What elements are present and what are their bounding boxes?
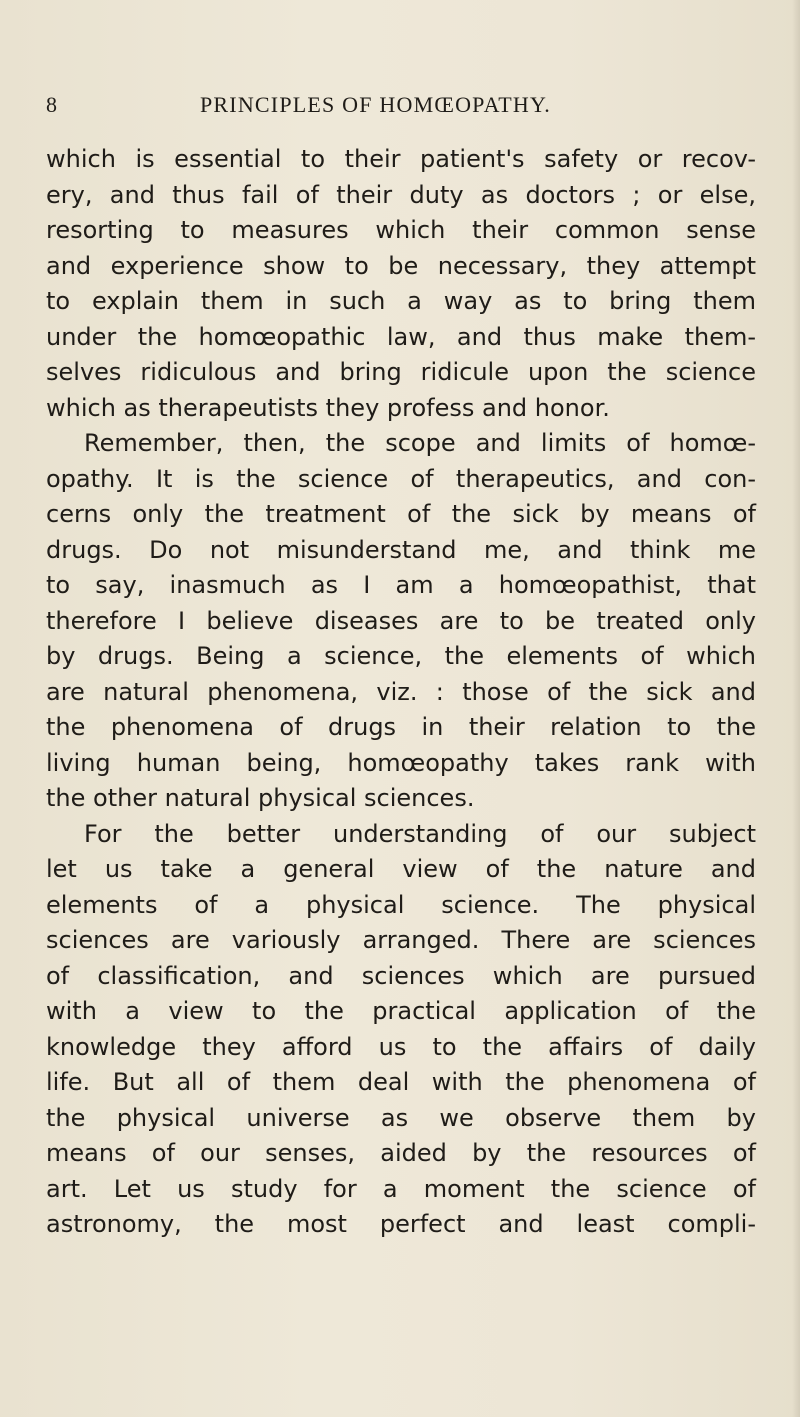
text-line: knowledge they afford us to the affairs of daily — [46, 1032, 756, 1061]
text-line: selves ridiculous and bring ridicule upon the science — [46, 358, 756, 386]
text-line: of classification, and sciences which are pursued — [46, 961, 756, 990]
text-line: therefore I believe diseases are to be treated only — [46, 606, 756, 635]
text-line: life. But all of them deal with the phenomena of — [46, 1068, 756, 1096]
text-line: sciences are variously arranged. There are sciences — [46, 926, 756, 954]
running-title: PRINCIPLES OF HOMŒOPATHY. — [200, 92, 551, 117]
text-line: drugs. Do not misunderstand me, and think me — [46, 535, 756, 564]
text-line: opathy. It is the science of therapeutics, and con- — [46, 464, 756, 493]
text-line: art. Let us study for a moment the science of — [46, 1174, 756, 1203]
text-line: which is essential to their patient's safety or recov- — [46, 145, 756, 173]
text-line: the other natural physical sciences. — [46, 784, 475, 812]
text-line: by drugs. Being a science, the elements of which — [46, 642, 756, 670]
page-number: 8 — [46, 92, 59, 117]
text-line: elements of a physical science. The physical — [46, 890, 756, 919]
text-line: and experience show to be necessary, they attempt — [46, 251, 756, 280]
text-line: the physical universe as we observe them by — [46, 1103, 756, 1132]
text-line: Remember, then, the scope and limits of homœ- — [84, 429, 756, 457]
page-edge-shadow — [792, 0, 800, 1417]
text-line: are natural phenomena, viz. : those of the sick and — [46, 677, 756, 706]
text-line: which as therapeutists they profess and honor. — [46, 393, 610, 422]
text-line: under the homœopathic law, and thus make them- — [46, 322, 756, 351]
text-line: to explain them in such a way as to bring them — [46, 287, 756, 315]
text-line: means of our senses, aided by the resources of — [46, 1139, 756, 1167]
text-line: resorting to measures which their common sense — [46, 216, 756, 244]
page-header — [46, 92, 766, 122]
text-line: the phenomena of drugs in their relation to the — [46, 713, 756, 741]
text-line: living human being, homœopathy takes rank with — [46, 748, 756, 777]
text-line: For the better understanding of our subject — [84, 819, 756, 848]
text-line: astronomy, the most perfect and least compli- — [46, 1210, 756, 1238]
body-text — [46, 142, 756, 1243]
text-line: let us take a general view of the nature and — [46, 855, 756, 883]
text-line: to say, inasmuch as I am a homœopathist, that — [46, 571, 756, 599]
text-line: with a view to the practical application of the — [46, 997, 756, 1025]
text-line: ery, and thus fail of their duty as doctors ; or else, — [46, 180, 756, 209]
text-line: cerns only the treatment of the sick by means of — [46, 500, 756, 528]
